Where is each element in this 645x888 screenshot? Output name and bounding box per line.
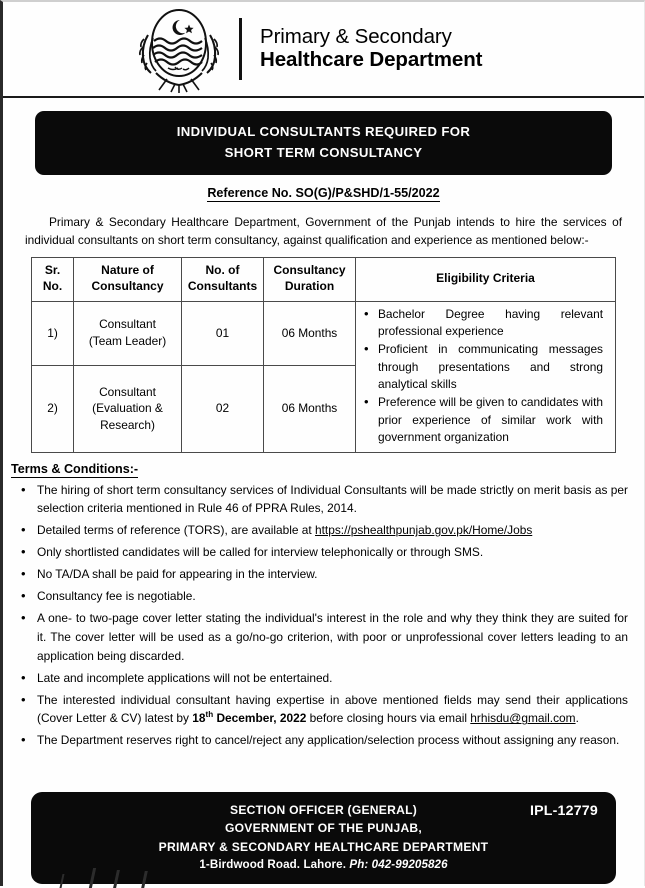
footer-line1: SECTION OFFICER (GENERAL) (230, 803, 417, 817)
department-title (260, 26, 482, 72)
application-email-link[interactable]: hrhisdu@gmail.com (470, 711, 576, 726)
footer-address-text: 1-Birdwood Road. Lahore. (199, 858, 350, 872)
terms-item (17, 565, 628, 584)
cell-sr-no: 1) (32, 301, 74, 365)
cell-nature-l1: Consultant (99, 384, 156, 399)
advertisement-banner (35, 111, 612, 175)
terms-item-text: Late and incomplete applications will not be entertained. (37, 670, 333, 685)
intro-paragraph: Primary & Secondary Healthcare Department, Government of the Punjab intends to hire the services of individual consultants on short term consultancy, against qualification and experience as mentioned below:- (25, 214, 622, 247)
cell-no-of-consultants: 02 (182, 365, 264, 452)
th-sr-no (32, 257, 74, 301)
reference-number (3, 186, 644, 200)
cell-no-of-consultants: 01 (182, 301, 264, 365)
banner-line1: INDIVIDUAL CONSULTANTS REQUIRED FOR (176, 124, 471, 139)
table-header-row (32, 257, 616, 301)
eligibility-item: • Proficient in communicating messages through presentations and strong analytical skills (356, 341, 609, 393)
banner-line2: SHORT TERM CONSULTANCY (224, 145, 423, 161)
jobs-table (31, 257, 616, 453)
footer-address (45, 856, 602, 874)
terms-item-text: The interested individual consultant having expertise in above mentioned fields may send their applications (Cover Letter & CV) latest by (37, 692, 628, 726)
terms-item-text: No TA/DA shall be paid for appearing in the interview. (37, 567, 318, 582)
cell-duration: 06 Months (264, 301, 356, 365)
deadline-date (192, 711, 306, 725)
terms-item (17, 731, 628, 750)
terms-item-text: Only shortlisted candidates will be called for interview telephonically or through SMS. (37, 545, 484, 560)
th-num-l2: Consultants (187, 278, 258, 293)
terms-item (17, 691, 628, 728)
page-header (3, 2, 644, 98)
tors-link[interactable]: https://pshealthpunjab.gov.pk/Home/Jobs (315, 523, 533, 538)
terms-item (17, 669, 628, 688)
cell-sr-no: 2) (32, 365, 74, 452)
terms-item-text: Detailed terms of reference (TORS), are available at (37, 523, 316, 538)
cell-nature-l2: (Team Leader) (88, 334, 167, 349)
th-num-l1: No. of (205, 262, 240, 277)
terms-item (17, 587, 628, 606)
reference-number-text: Reference No. SO(G)/P&SHD/1-55/2022 (207, 185, 440, 200)
cell-nature (74, 365, 182, 452)
deadline-ordinal-suffix: th (205, 710, 214, 720)
cell-nature-l1: Consultant (99, 317, 156, 332)
footer-line2: GOVERNMENT OF THE PUNJAB, (224, 821, 423, 836)
th-no-of-consultants (182, 257, 264, 301)
punjab-government-emblem-icon (131, 5, 227, 93)
cell-nature (74, 301, 182, 365)
cell-eligibility-criteria (356, 301, 616, 452)
terms-item-text: The Department reserves right to cancel/reject any application/selection process without assigning any reason. (37, 733, 620, 748)
ipl-code-badge: IPL-12779 (529, 803, 598, 819)
terms-item (17, 521, 628, 540)
th-nature-l2: Consultancy (91, 278, 164, 293)
th-dur-l1: Consultancy (273, 262, 346, 277)
th-dur-l2: Duration (284, 278, 335, 293)
table-row (32, 301, 616, 365)
footer-line3: PRIMARY & SECONDARY HEALTHCARE DEPARTMENT (158, 839, 489, 854)
eligibility-list (356, 306, 609, 447)
deadline-day: 18 (192, 711, 206, 726)
th-consultancy-duration (264, 257, 356, 301)
terms-item-text: A one- to two-page cover letter stating the individual's interest in the role and why they think they are suited for it. The cover letter will be used as a go/no-go criterion, with poor or unprofessional cover letters leading to an application being discarded. (37, 611, 628, 663)
header-divider (239, 18, 242, 80)
cell-nature-l2: (Evaluation & (92, 401, 163, 416)
terms-item-mid: before closing hours via email (306, 711, 471, 726)
terms-item (17, 609, 628, 665)
department-title-line2: Healthcare Department (260, 48, 483, 71)
terms-item (17, 543, 628, 562)
th-sr-no-l2: No. (42, 278, 63, 293)
department-title-line1: Primary & Secondary (260, 25, 452, 49)
th-eligibility-criteria: Eligibility Criteria (356, 257, 616, 301)
deadline-month-year: December, 2022 (213, 711, 307, 726)
terms-heading-text: Terms & Conditions:- (11, 461, 139, 476)
th-nature-of-consultancy (74, 257, 182, 301)
terms-list (17, 481, 628, 750)
terms-item-text: Consultancy fee is negotiable. (37, 589, 196, 604)
terms-item (17, 481, 628, 518)
terms-and-conditions-heading (11, 462, 138, 476)
footer-phone: Ph: 042-99205826 (349, 858, 448, 872)
th-sr-no-l1: Sr. (44, 262, 61, 277)
eligibility-item: • Preference will be given to candidates with prior experience of similar work with government organization (356, 394, 609, 446)
cell-nature-l3: Research) (100, 417, 155, 432)
terms-item-text: The hiring of short term consultancy services of Individual Consultants will be made strictly on merit basis as per selection criteria mentioned in Rule 46 of PPRA Rules, 2014. (37, 482, 628, 516)
terms-item-post: . (575, 711, 579, 726)
cell-duration: 06 Months (264, 365, 356, 452)
eligibility-item: • Bachelor Degree having relevant professional experience (356, 306, 609, 341)
jobs-table-wrapper (31, 257, 616, 453)
th-nature-l1: Nature of (101, 262, 154, 277)
